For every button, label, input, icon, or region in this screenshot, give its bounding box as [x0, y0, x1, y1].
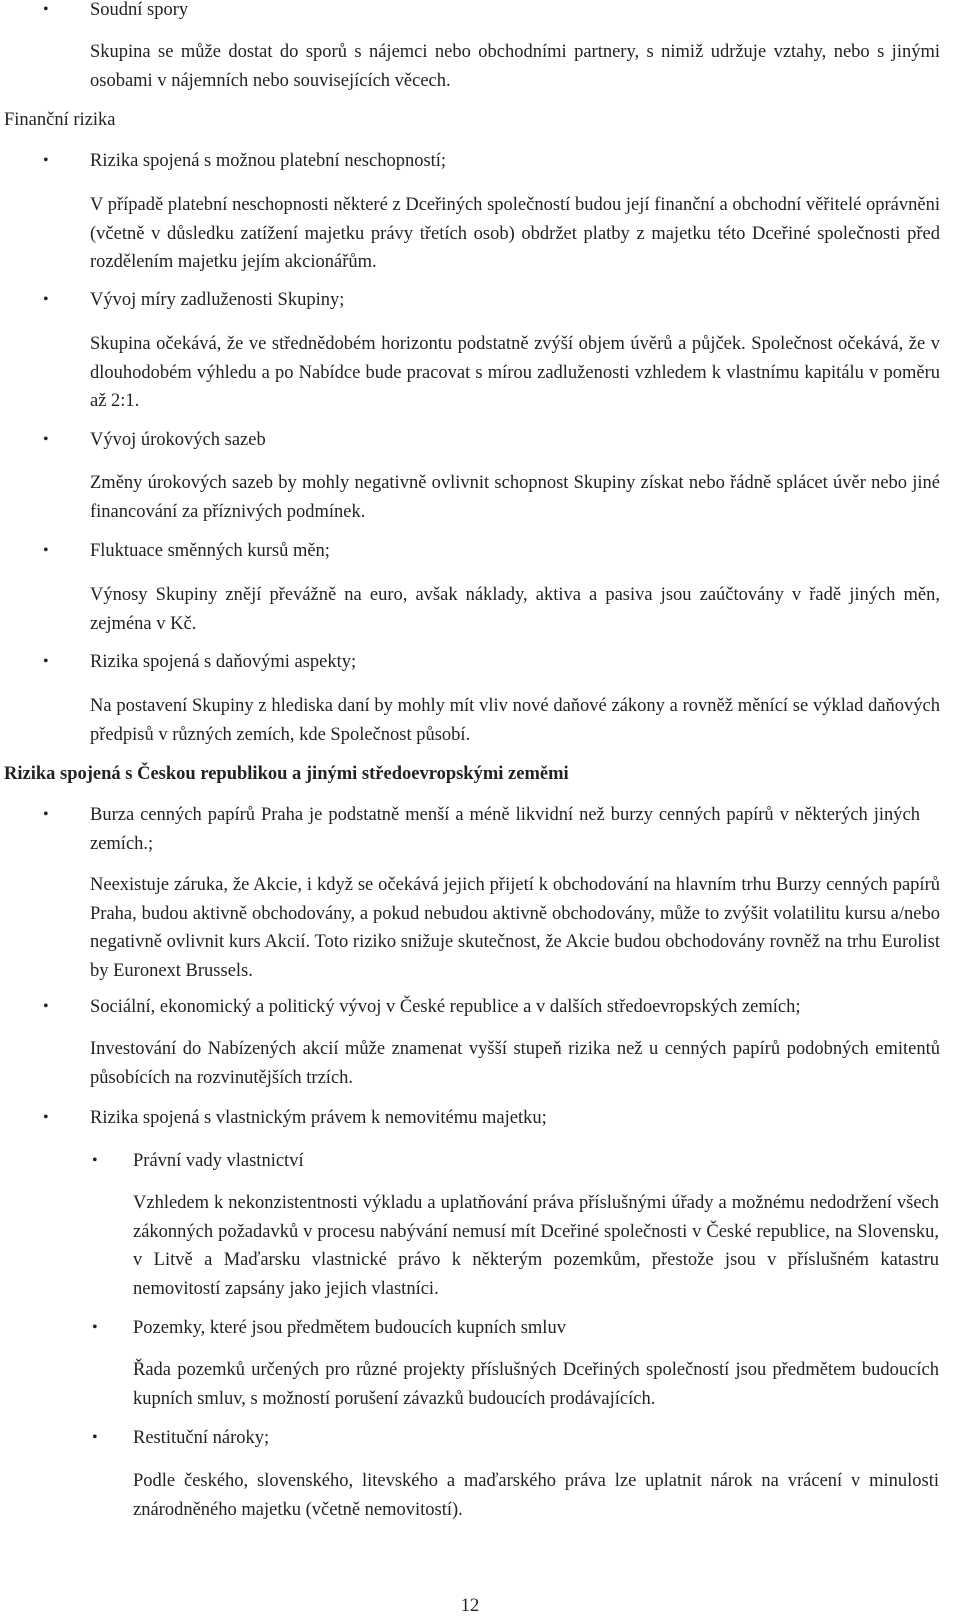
paragraph: Řada pozemků určených pro různé projekty příslušných Dceřiných společností jsou předmětem budoucích kupních smluv, s možností porušení závazků budoucích prodávajících.	[133, 1360, 939, 1409]
bullet-icon: •	[43, 542, 49, 559]
bullet-text: Sociální, ekonomický a politický vývoj v České republice a v dalších středoevropských zemích;	[90, 997, 801, 1017]
bullet-icon: •	[43, 291, 49, 308]
bullet-text: Vývoj míry zadluženosti Skupiny;	[90, 290, 345, 310]
sub-bullet-text: Restituční nároky;	[133, 1428, 270, 1448]
bullet-icon: •	[43, 1, 49, 18]
paragraph: Výnosy Skupiny znějí převážně na euro, avšak náklady, aktiva a pasiva jsou zaúčtovány v řadě jiných měn, zejména v Kč.	[90, 585, 940, 634]
bullet-item	[43, 537, 920, 566]
bullet-icon: •	[92, 1152, 98, 1169]
bullet-item	[43, 147, 920, 176]
sub-bullet-item	[92, 1314, 933, 1343]
bullet-item	[43, 648, 920, 677]
section-heading: Rizika spojená s Českou republikou a jinými středoevropskými zeměmi	[4, 764, 569, 784]
sub-bullet-text: Právní vady vlastnictví	[133, 1151, 304, 1171]
bullet-text: Fluktuace směnných kursů měn;	[90, 541, 330, 561]
paragraph: Skupina očekává, že ve střednědobém horizontu podstatně zvýší objem úvěrů a půjček. Společnost očekává, že v dlouhodobém výhledu a po Nabídce bude pracovat s mírou zadluženosti vzhledem k vlastnímu kapitálu v poměru až 2:1.	[90, 334, 940, 411]
paragraph: Skupina se může dostat do sporů s nájemci nebo obchodními partnery, s nimiž udržuje vztahy, nebo s jinými osobami v nájemních nebo souvisejících věcech.	[90, 42, 940, 91]
bullet-text: Rizika spojená s možnou platební neschopností;	[90, 151, 447, 171]
bullet-item	[43, 801, 920, 858]
bullet-item	[43, 993, 920, 1022]
section-heading: Finanční rizika	[4, 110, 116, 130]
bullet-icon: •	[92, 1429, 98, 1446]
bullet-icon: •	[43, 653, 49, 670]
bullet-item	[43, 0, 920, 25]
bullet-icon: •	[43, 1109, 49, 1126]
bullet-text: Burza cenných papírů Praha je podstatně menší a méně likvidní než burzy cenných papírů v některých jiných zemích.;	[90, 805, 920, 854]
bullet-icon: •	[43, 806, 49, 823]
sub-bullet-item	[92, 1424, 933, 1453]
paragraph: Investování do Nabízených akcií může znamenat vyšší stupeň rizika než u cenných papírů podobných emitentů působících na rozvinutějších trzích.	[90, 1039, 940, 1088]
bullet-icon: •	[92, 1319, 98, 1336]
bullet-item	[43, 426, 920, 455]
bullet-icon: •	[43, 152, 49, 169]
paragraph: Vzhledem k nekonzistentnosti výkladu a uplatňování práva příslušnými úřady a možnému nedodržení všech zákonných požadavků v procesu nabývání nemusí mít Dceřiné společnosti v České republice, na Slovensku, v Litvě a Maďarsku vlastnické právo k některým pozemkům, přestože jsou v příslušném katastru nemovitostí zapsány jako jejich vlastníci.	[133, 1193, 939, 1299]
paragraph: Na postavení Skupiny z hlediska daní by mohly mít vliv nové daňové zákony a rovněž měnící se výklad daňových předpisů v různých zemích, kde Společnost působí.	[90, 696, 940, 745]
page-number: 12	[460, 1596, 480, 1616]
paragraph: Podle českého, slovenského, litevského a maďarského práva lze uplatnit nárok na vrácení v minulosti znárodněného majetku (včetně nemovitostí).	[133, 1471, 939, 1520]
bullet-text: Vývoj úrokových sazeb	[90, 430, 266, 450]
bullet-text: Rizika spojená s daňovými aspekty;	[90, 652, 357, 672]
paragraph: V případě platební neschopnosti některé z Dceřiných společností budou její finanční a obchodní věřitelé oprávněni (včetně v důsledku zatížení majetku právy třetích osob) obdržet platby z majetku této Dceřiné společnosti před rozdělením majetku jejím akcionářům.	[90, 195, 940, 272]
bullet-text: Rizika spojená s vlastnickým právem k nemovitému majetku;	[90, 1108, 547, 1128]
bullet-item	[43, 1104, 920, 1133]
bullet-text: Soudní spory	[90, 0, 189, 20]
bullet-icon: •	[43, 998, 49, 1015]
paragraph: Změny úrokových sazeb by mohly negativně ovlivnit schopnost Skupiny získat nebo řádně splácet úvěr nebo jiné financování za příznivých podmínek.	[90, 473, 940, 522]
bullet-item	[43, 286, 920, 315]
sub-bullet-text: Pozemky, které jsou předmětem budoucích kupních smluv	[133, 1318, 566, 1338]
sub-bullet-item	[92, 1147, 933, 1176]
bullet-icon: •	[43, 431, 49, 448]
paragraph: Neexistuje záruka, že Akcie, i když se očekává jejich přijetí k obchodování na hlavním trhu Burzy cenných papírů Praha, budou aktivně obchodovány, a pokud nebudou aktivně obchodovány, může to zvýšit volatilitu kursu a/nebo negativně ovlivnit kurs Akcií. Toto riziko snižuje skutečnost, že Akcie budou obchodovány rovněž na trhu Eurolist by Euronext Brussels.	[90, 875, 940, 981]
